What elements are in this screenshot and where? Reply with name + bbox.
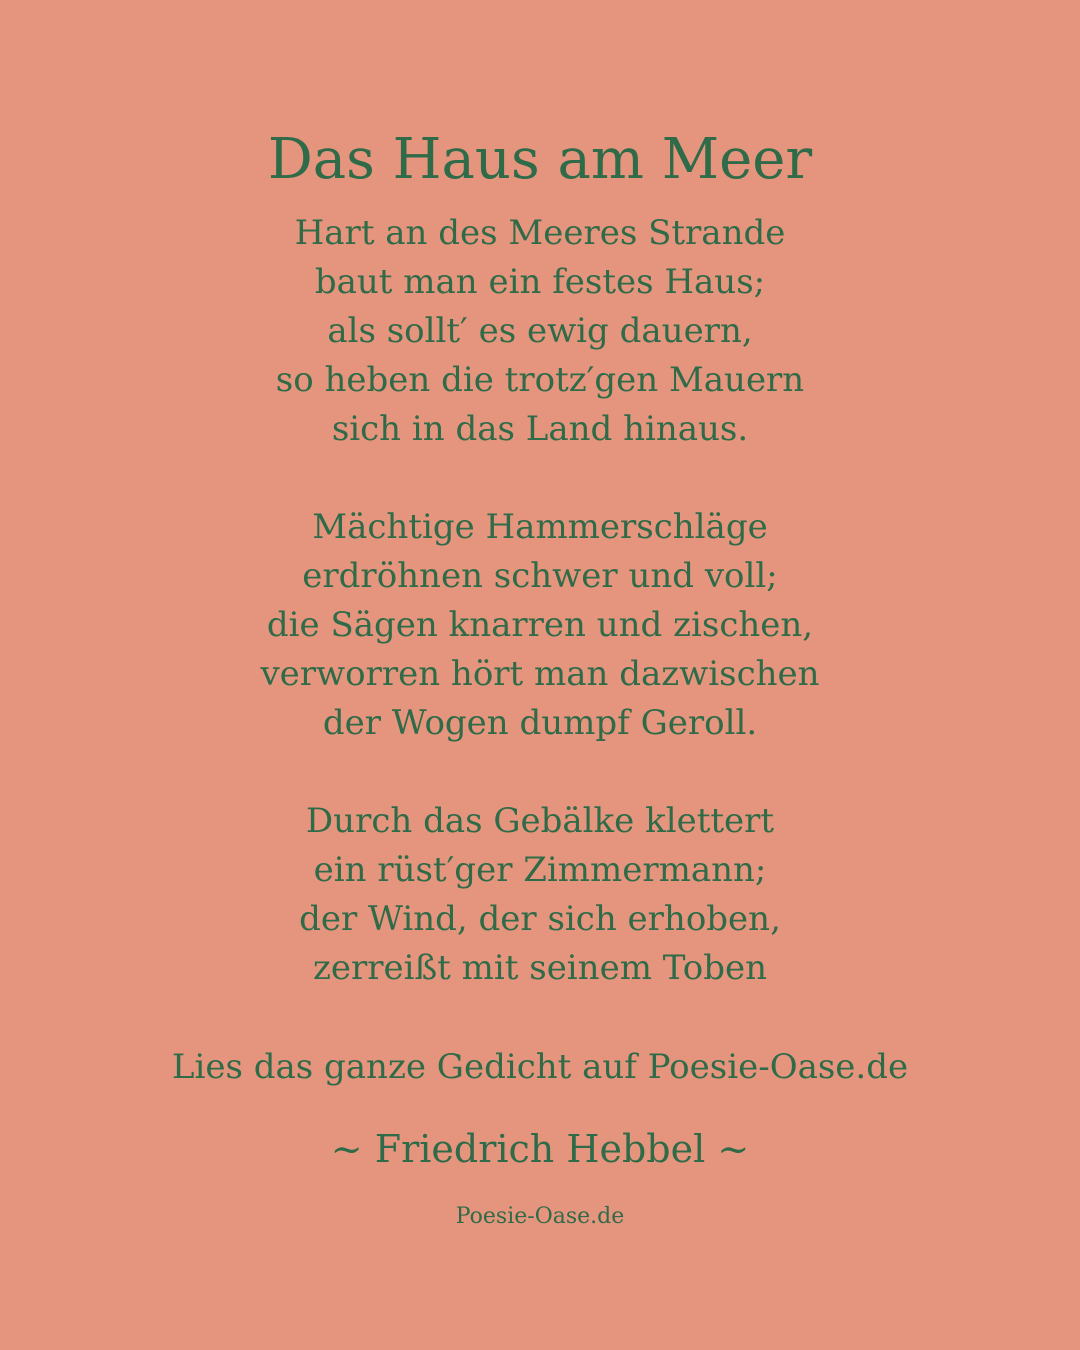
verse-line: der Wind, der sich erhoben, — [299, 899, 781, 939]
verse-line: sich in das Land hinaus. — [331, 409, 749, 449]
poem-author: ~ Friedrich Hebbel ~ — [330, 1127, 750, 1171]
read-more-text: Lies das ganze Gedicht auf Poesie-Oase.de — [171, 1047, 909, 1087]
stanza-2 — [0, 503, 1080, 748]
verse-line: Hart an des Meeres Strande — [294, 213, 786, 253]
verse-line: zerreißt mit seinem Toben — [312, 948, 768, 988]
verse-line: verworren hört man dazwischen — [260, 654, 820, 694]
source-watermark: Poesie-Oase.de — [455, 1204, 625, 1229]
stanza-3 — [0, 797, 1080, 993]
verse-line: so heben die trotz′gen Mauern — [275, 360, 805, 400]
verse-line: erdröhnen schwer und voll; — [302, 556, 778, 596]
stanza-1 — [0, 209, 1080, 454]
verse-line: baut man ein festes Haus; — [314, 262, 766, 302]
poem-title: Das Haus am Meer — [267, 127, 813, 192]
verse-line: die Sägen knarren und zischen, — [266, 605, 814, 645]
verse-line: der Wogen dumpf Geroll. — [322, 703, 758, 743]
verse-line: als sollt′ es ewig dauern, — [327, 311, 753, 351]
verse-line: Mächtige Hammerschläge — [312, 507, 768, 547]
verse-line: Durch das Gebälke klettert — [305, 801, 775, 841]
verse-line: ein rüst′ger Zimmermann; — [313, 850, 767, 890]
